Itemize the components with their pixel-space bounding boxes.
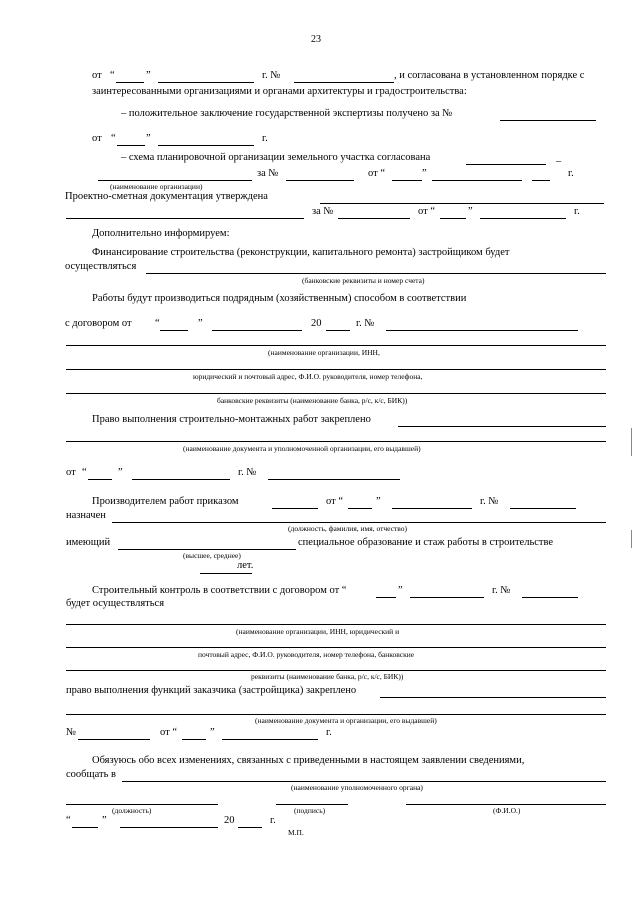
control-day-field[interactable] [376,597,396,598]
works-caption-1: (наименование организации, ИНН, [268,348,380,357]
additional-info-heading: Дополнительно информируем: [92,228,230,239]
works-bank-field[interactable] [66,393,606,394]
scheme-org-field[interactable] [466,164,546,165]
signature-sign-caption: (подпись) [294,806,326,815]
p1-line2: заинтересованными организациями и органами архитектуры и градостроительства: [92,86,467,97]
works-open-quote: “ [155,318,160,329]
scheme-ot: от “ [368,168,385,179]
producer-month-field[interactable] [392,508,472,509]
signature-fio-field[interactable] [406,804,606,805]
control-org-field[interactable] [66,624,606,625]
financing-line2: осуществляться [65,261,137,272]
expertise-day-field[interactable] [117,145,145,146]
obligation-line2: сообщать в [66,769,116,780]
scheme-day-field[interactable] [392,180,422,181]
producer-imeyushchiy: имеющий [66,537,111,548]
p1-g-no: г. № [262,70,281,81]
psd-text: Проектно-сметная документация утверждена [65,191,268,202]
control-line2: будет осуществляться [66,598,165,609]
scheme-caption: (наименование организации) [110,182,203,191]
control-address-field[interactable] [66,647,606,648]
producer-number-field[interactable] [510,508,576,509]
scheme-dash: _ [556,152,562,163]
producer-day-field[interactable] [348,508,372,509]
psd-g: г. [574,206,580,217]
expertise-close-quote: ” [146,133,151,144]
expertise-g: г. [262,133,268,144]
works-year-prefix: 20 [311,318,322,329]
smr-close-quote: ” [118,467,123,478]
customer-close-quote: ” [210,727,215,738]
signature-position-caption: (должность) [112,806,152,815]
scheme-number-field[interactable] [286,180,354,181]
psd-org-field[interactable] [320,203,604,204]
smr-ot: от [66,467,76,478]
control-caption-2: почтовый адрес, Ф.И.О. руководителя, номер телефона, банковские [198,650,415,659]
p1-ot: от [92,70,102,81]
smr-field-2[interactable] [66,441,606,442]
control-caption-3: реквизиты (наименование банка, р/с, к/с, БИК)) [251,672,404,681]
p1-month-field[interactable] [158,82,254,83]
producer-g-no: г. № [480,496,499,507]
producer-person-caption: (должность, фамилия, имя, отчество) [288,524,408,533]
signature-position-field[interactable] [66,804,218,805]
works-address-field[interactable] [66,369,606,370]
producer-close-quote: ” [376,496,381,507]
control-close-quote: ” [398,585,403,596]
smr-g-no: г. № [238,467,257,478]
p1-close-quote: ” [146,70,151,81]
scheme-za-no: за № [257,168,279,179]
customer-field[interactable] [380,697,606,698]
smr-caption: (наименование документа и уполномоченной организации, его выдавшей) [183,444,421,453]
works-s-dogovorom: с договором от [65,318,132,329]
control-month-field[interactable] [410,597,484,598]
scan-edge-mark [631,530,632,548]
scan-edge-mark [631,428,632,456]
works-caption-3: банковские реквизиты (наименование банка, р/с, к/с, БИК)) [217,396,408,405]
scheme-text: – схема планировочной организации земельного участка согласована [121,152,431,163]
signature-sign-field[interactable] [276,804,348,805]
signature-close-quote: ” [102,815,107,826]
financing-caption: (банковские реквизиты и номер счета) [302,276,425,285]
signature-open-quote: “ [66,815,71,826]
signature-fio-caption: (Ф.И.О.) [493,806,521,815]
scheme-close-quote: ” [422,168,427,179]
psd-month-field[interactable] [480,218,566,219]
works-month-field[interactable] [212,330,302,331]
smr-number-field[interactable] [268,479,400,480]
customer-day-field[interactable] [182,739,206,740]
customer-text: право выполнения функций заказчика (застройщика) закреплено [66,685,357,696]
works-close-quote: ” [198,318,203,329]
customer-caption: (наименование документа и организации, его выдавшей) [255,716,437,725]
scheme-org-field-2[interactable] [98,180,252,181]
obligation-authority-field[interactable] [122,781,606,782]
control-bank-field[interactable] [66,670,606,671]
expertise-open-quote: “ [111,133,116,144]
customer-month-field[interactable] [222,739,318,740]
works-g-no: г. № [356,318,375,329]
scheme-month-field[interactable] [432,180,522,181]
financing-field[interactable] [146,273,606,274]
control-text: Строительный контроль в соответствии с договором от “ [92,585,347,596]
p1-number-field[interactable] [294,82,394,83]
psd-number-field[interactable] [338,218,410,219]
smr-field[interactable] [398,426,606,427]
signature-year-prefix: 20 [224,815,235,826]
smr-text: Право выполнения строительно-монтажных работ закреплено [92,414,371,425]
customer-no: № [66,727,77,738]
works-caption-2: юридический и почтовый адрес, Ф.И.О. руководителя, номер телефона, [193,372,423,381]
producer-let: лет. [237,560,254,571]
financing-line1: Финансирование строительства (реконструкции, капитального ремонта) застройщиком будет [92,247,510,258]
producer-person-field[interactable] [112,522,606,523]
psd-ot: от “ [418,206,435,217]
p1-day-field[interactable] [116,82,144,83]
control-number-field[interactable] [522,597,578,598]
signature-day-field[interactable] [72,827,98,828]
producer-ot: от “ [326,496,343,507]
smr-month-field[interactable] [132,479,230,480]
producer-text: Производителем работ приказом [92,496,239,507]
page-number: 23 [311,34,321,45]
expertise-ot: от [92,133,102,144]
producer-experience-field[interactable] [200,573,252,574]
expertise-number-field[interactable] [500,120,596,121]
p1-tail: , и согласована в установленном порядке с [394,70,585,81]
expertise-text: – положительное заключение государственной экспертизы получено за № [121,108,453,119]
works-year-field[interactable] [326,330,350,331]
scheme-g: г. [568,168,574,179]
customer-field-2[interactable] [66,714,606,715]
signature-year-field[interactable] [238,827,262,828]
control-caption-1: (наименование организации, ИНН, юридический и [236,627,400,636]
expertise-month-field[interactable] [158,145,254,146]
works-number-field[interactable] [386,330,578,331]
scheme-year-field[interactable] [532,180,550,181]
producer-order-field[interactable] [272,508,318,509]
obligation-line1: Обязуюсь обо всех изменениях, связанных с приведенными в настоящем заявлении сведениями, [92,755,525,766]
control-g-no: г. № [492,585,511,596]
smr-open-quote: “ [82,467,87,478]
customer-g: г. [326,727,332,738]
producer-naznachen: назначен [66,510,106,521]
smr-day-field[interactable] [88,479,112,480]
customer-ot: от “ [160,727,177,738]
p1-open-quote: “ [110,70,115,81]
psd-close-quote: ” [468,206,473,217]
works-day-field[interactable] [160,330,188,331]
producer-education-caption: (высшее, среднее) [183,551,241,560]
producer-education-field[interactable] [118,549,296,550]
works-line1: Работы будут производиться подрядным (хозяйственным) способом в соответствии [92,293,467,304]
signature-month-field[interactable] [120,827,218,828]
psd-org-field-2[interactable] [66,218,304,219]
obligation-caption: (наименование уполномоченного органа) [291,783,423,792]
signature-mp: М.П. [288,828,304,837]
customer-number-field[interactable] [78,739,150,740]
psd-za-no: за № [312,206,334,217]
producer-spec-text: специальное образование и стаж работы в строительстве [298,537,554,548]
works-org-field[interactable] [66,345,606,346]
psd-day-field[interactable] [440,218,466,219]
signature-g: г. [270,815,276,826]
